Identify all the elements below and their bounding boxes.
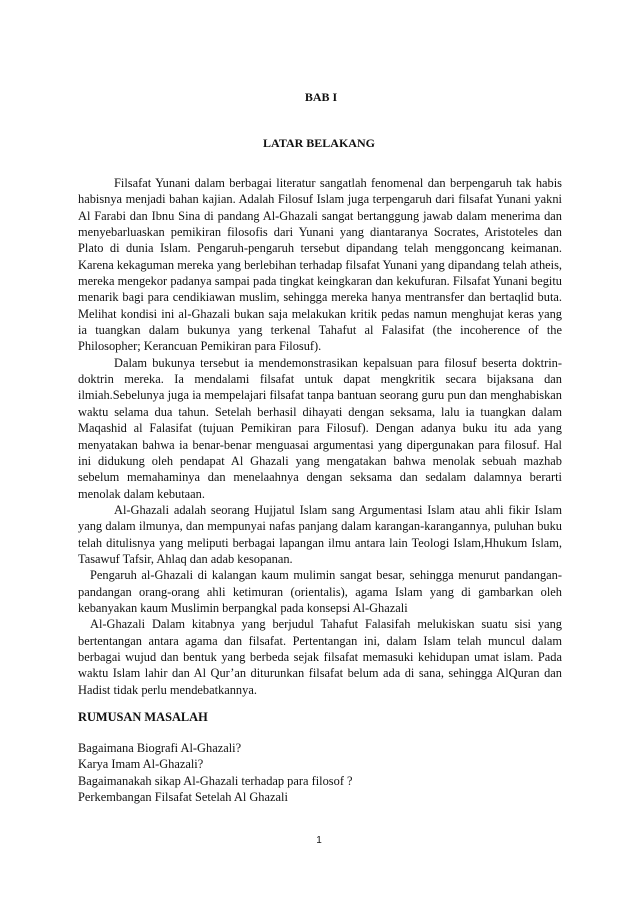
chapter-title: BAB I	[304, 90, 338, 104]
paragraph: Dalam bukunya tersebut ia mendemonstrasikan kepalsuan para filosuf beserta doktrin-doktrin mereka. Ia mendalami filsafat untuk dapat mengkritik secara bijaksana dan ilmiah.Sebelunya juga ia mempelajari filsafat tanpa bantuan seorang guru pun dan menghabiskan waktu selama dua tahun. Setelah berhasil dihayati dengan seksama, lalu ia tuangkan dalam Maqashid al Falasifat (tujuan Pemikiran para Filosuf). Dengan adanya buku itu ada yang menyatakan bahwa ia benar-benar menguasai argumentasi yang dipergunakan para filosuf. Hal ini didukung oleh pendapat Al Ghazali yang mengatakan bahwa menolak sebuah mazhab sebelum memahaminya dan menelaahnya dengan seksama dan sedalam dalamnya berarti menolak dalam kebutaan.	[78, 355, 562, 501]
page-number: 1	[316, 835, 322, 846]
paragraph: Pengaruh al-Ghazali di kalangan kaum mulimin sangat besar, sehingga menurut pandangan-pandangan orang-orang ahli ketimuran (orientalis), agama Islam yang di gambarkan oleh kebanyakan kaum Muslimin berpangkal pada konsepsi Al-Ghazali	[78, 568, 562, 615]
paragraph: Filsafat Yunani dalam berbagai literatur sangatlah fenomenal dan berpengaruh tak habis habisnya menjadi bahan kajian. Adalah Filosuf Islam juga terpengaruh dari filsafat Yunani yakni Al Farabi dan Ibnu Sina di pandang Al-Ghazali sangat bertanggung jawab dalam menerima dan menyebarluaskan pemikiran filosofis dari Yunani yang diantaranya Socrates, Aristoteles dan Plato di dunia Islam. Pengaruh-pengaruh tersebut dipandang telah menggoncang keimanan. Karena kekaguman mereka yang berlebihan terhadap filsafat Yunani yang dipandang telah atheis, mereka mengekor padanya sampai pada tingkat keingkaran dan kekufuran. Filsafat Yunani begitu menarik bagi para cendikiawan muslim, sehingga mereka hanya mentransfer dan bertaqlid buta. Melihat kondisi ini al-Ghazali bukan saja melakukan kritik pedas namun menghujat keras yang ia tuangkan dalam bukunya yang terkenal Tahafut al Falasifat (the incoherence of the Philosopher; Kerancuan Pemikiran para Filosuf).	[78, 176, 562, 354]
problem-heading: RUMUSAN MASALAH	[78, 710, 208, 724]
paragraph: Al-Ghazali adalah seorang Hujjatul Islam sang Argumentasi Islam atau ahli fikir Islam yang dalam ilmunya, dan mempunyai nafas panjang dalam karangan-karangannya, puluhan buku telah ditulisnya yang meliputi berbagai lapangan ilmu antara lain Teologi Islam,Hhukum Islam, Tasawuf Tafsir, Ahlaq dan adab kesopanan.	[78, 502, 562, 566]
list-item: Karya Imam Al-Ghazali?	[78, 757, 204, 772]
paragraph: Al-Ghazali Dalam kitabnya yang berjudul Tahafut Falasifah melukiskan suatu sisi yang bertentangan antara agama dan filsafat. Pertentangan ini, dalam Islam telah muncul dalam berbagai wujud dan bentuk yang berbeda sejak filsafat memasuki kehidupan umat islam. Pada waktu Islam lahir dan Al Qur’an diturunkan filsafat belum ada di sana, sehingga AlQuran dan Hadist tidak perlu mendebatkannya.	[78, 617, 562, 697]
list-item: Bagaimanakah sikap Al-Ghazali terhadap para filosof ?	[78, 773, 353, 788]
problem-list	[78, 740, 558, 805]
body-text	[78, 175, 562, 698]
section-heading: LATAR BELAKANG	[263, 136, 375, 150]
list-item: Bagaimana Biografi Al-Ghazali?	[78, 741, 242, 755]
list-item: Perkembangan Filsafat Setelah Al Ghazali	[78, 789, 288, 804]
